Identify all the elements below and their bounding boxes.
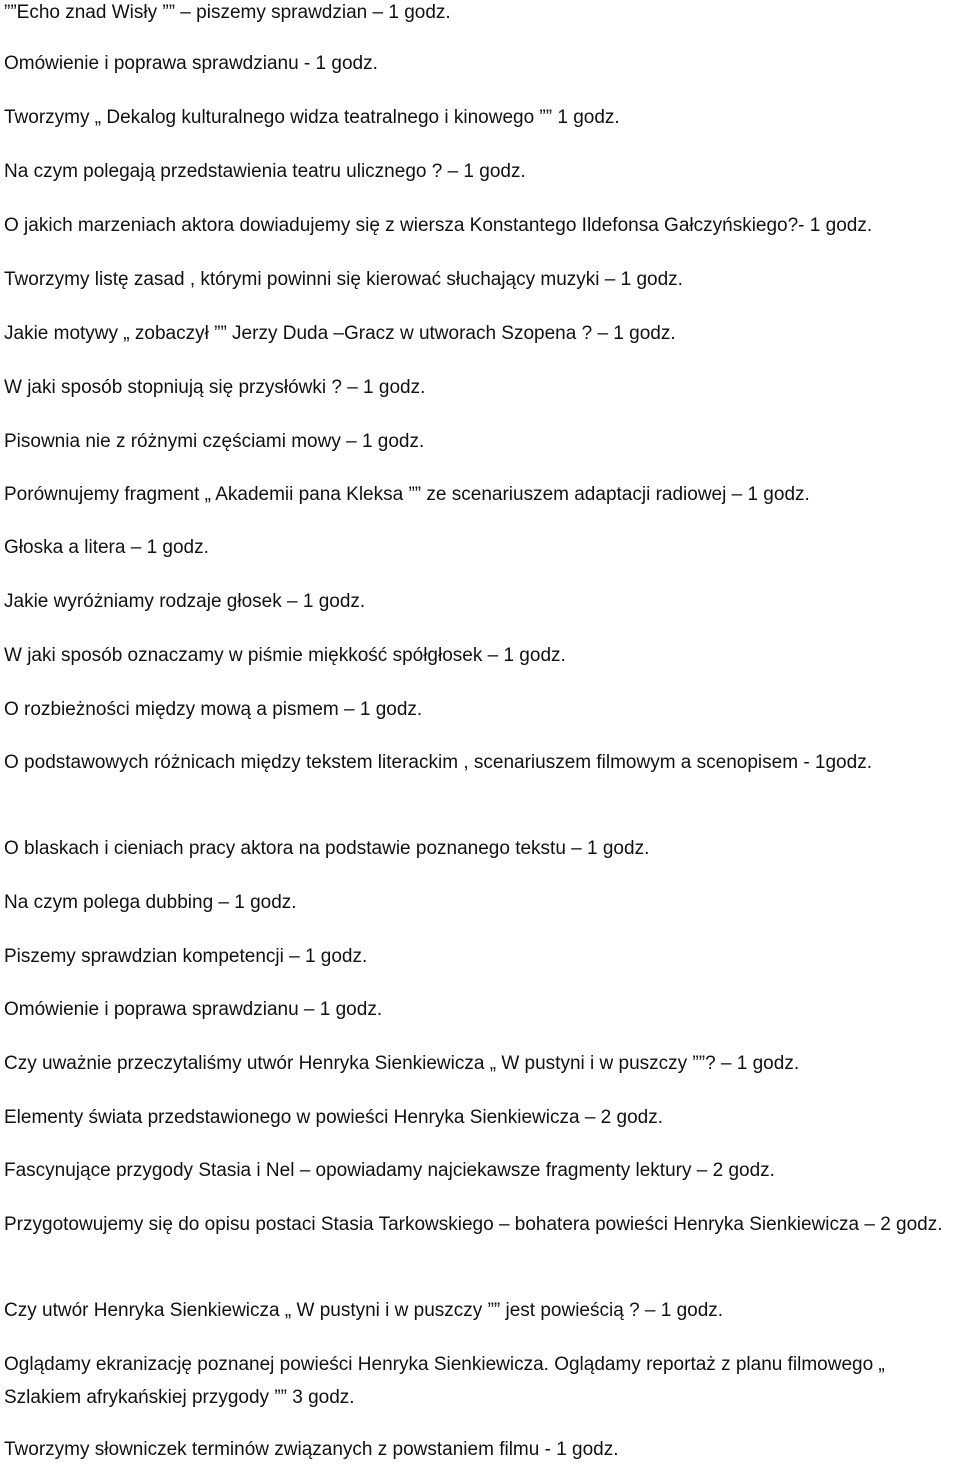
lesson-line-9: Pisownia nie z różnymi częściami mowy – 1 godz. bbox=[4, 431, 425, 452]
lesson-line-2: Omówienie i poprawa sprawdzianu - 1 godz. bbox=[4, 53, 378, 74]
lesson-line-14: O rozbieżności między mową a pismem – 1 godz. bbox=[4, 699, 423, 720]
lesson-line-20: Czy uważnie przeczytaliśmy utwór Henryka Sienkiewicza „ W pustyni i w puszczy ””? – 1 godz. bbox=[4, 1053, 800, 1074]
lesson-line-16: O blaskach i cieniach pracy aktora na podstawie poznanego tekstu – 1 godz. bbox=[4, 838, 650, 859]
lesson-line-22: Fascynujące przygody Stasia i Nel – opowiadamy najciekawsze fragmenty lektury – 2 godz. bbox=[4, 1160, 775, 1181]
lesson-line-21: Elementy świata przedstawionego w powieści Henryka Sienkiewicza – 2 godz. bbox=[4, 1107, 663, 1128]
lesson-line-1: ””Echo znad Wisły ”” – piszemy sprawdzian – 1 godz. bbox=[4, 2, 451, 23]
lesson-line-15: O podstawowych różnicach między tekstem literackim , scenariuszem filmowym a scenopisem - 1godz. bbox=[4, 752, 872, 773]
lesson-line-4: Na czym polegają przedstawienia teatru ulicznego ? – 1 godz. bbox=[4, 161, 526, 182]
lesson-line-8: W jaki sposób stopniują się przysłówki ? – 1 godz. bbox=[4, 377, 426, 398]
lesson-line-5: O jakich marzeniach aktora dowiadujemy się z wiersza Konstantego Ildefonsa Gałczyńskiego?- 1 godz. bbox=[4, 215, 873, 236]
lesson-line-6: Tworzymy listę zasad , którymi powinni się kierować słuchający muzyki – 1 godz. bbox=[4, 269, 683, 290]
lesson-line-11: Głoska a litera – 1 godz. bbox=[4, 537, 209, 558]
lesson-line-26: Tworzymy słowniczek terminów związanych z powstaniem filmu - 1 godz. bbox=[4, 1439, 619, 1460]
lesson-line-19: Omówienie i poprawa sprawdzianu – 1 godz. bbox=[4, 999, 383, 1020]
lesson-line-17: Na czym polega dubbing – 1 godz. bbox=[4, 892, 297, 913]
lesson-line-13: W jaki sposób oznaczamy w piśmie miękkość spółgłosek – 1 godz. bbox=[4, 645, 566, 666]
lesson-line-23: Przygotowujemy się do opisu postaci Stasia Tarkowskiego – bohatera powieści Henryka Sienkiewicza – 2 godz. bbox=[4, 1214, 943, 1235]
lesson-line-24: Czy utwór Henryka Sienkiewicza „ W pustyni i w puszczy ”” jest powieścią ? – 1 godz. bbox=[4, 1300, 724, 1321]
lesson-line-25: Oglądamy ekranizację poznanej powieści Henryka Sienkiewicza. Oglądamy reportaż z planu filmowego „ Szlakiem afrykańskiej przygody ”” 3 godz. bbox=[4, 1354, 885, 1408]
lesson-line-12: Jakie wyróżniamy rodzaje głosek – 1 godz. bbox=[4, 591, 366, 612]
lesson-line-7: Jakie motywy „ zobaczył ”” Jerzy Duda –Gracz w utworach Szopena ? – 1 godz. bbox=[4, 323, 676, 344]
lesson-line-3: Tworzymy „ Dekalog kulturalnego widza teatralnego i kinowego ”” 1 godz. bbox=[4, 107, 620, 128]
lesson-line-10: Porównujemy fragment „ Akademii pana Kleksa ”” ze scenariuszem adaptacji radiowej – 1 godz. bbox=[4, 484, 810, 505]
lesson-line-18: Piszemy sprawdzian kompetencji – 1 godz. bbox=[4, 946, 368, 967]
